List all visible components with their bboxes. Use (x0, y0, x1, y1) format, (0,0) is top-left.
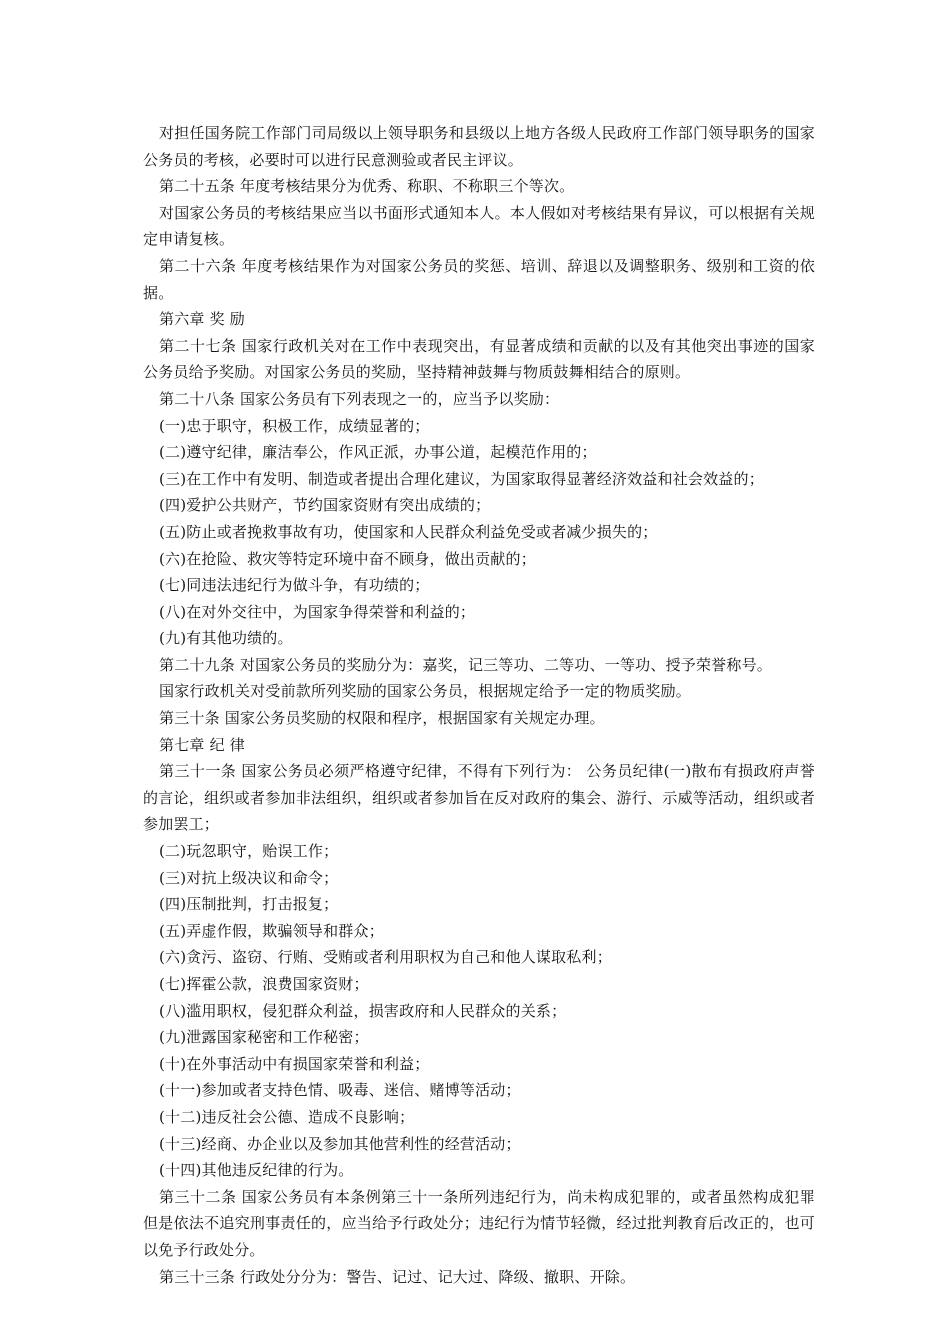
list-item: (十一)参加或者支持色情、吸毒、迷信、赌博等活动； (159, 1081, 521, 1100)
list-item: (三)在工作中有发明、制造或者提出合理化建议，为国家取得显著经济效益和社会效益的； (159, 469, 764, 488)
list-item: (六)贪污、盗窃、行贿、受贿或者利用职权为自己和他人谋取私利； (159, 948, 612, 967)
article-28: 第二十八条 国家公务员有下列表现之一的，应当予以奖励： (159, 389, 560, 408)
list-item: (三)对抗上级决议和命令； (159, 868, 339, 887)
article-32: 第三十二条 国家公务员有本条例第三十一条所列违纪行为，尚未构成犯罪的，或者虽然构成犯罪但是依法不追究刑事责任的，应当给予行政处分；违纪行为情节轻微，经过批判教育后改正的，也可以免予行政处分。 (143, 1187, 815, 1259)
list-item: (一)忠于职守，积极工作，成绩显著的； (159, 416, 430, 435)
document-body (143, 120, 815, 1290)
list-item: (十)在外事活动中有损国家荣誉和利益； (159, 1054, 430, 1073)
paragraph: 对国家公务员的考核结果应当以书面形式通知本人。本人假如对考核结果有异议，可以根据有关规定申请复核。 (143, 203, 815, 249)
article-29: 第二十九条 对国家公务员的奖励分为：嘉奖，记三等功、二等功、一等功、授予荣誉称号。 (159, 655, 772, 674)
list-item: (二)遵守纪律，廉洁奉公，作风正派，办事公道，起模范作用的； (159, 443, 597, 462)
paragraph: 对担任国务院工作部门司局级以上领导职务和县级以上地方各级人民政府工作部门领导职务的国家公务员的考核，必要时可以进行民意测验或者民主评议。 (143, 124, 815, 169)
list-item: (四)压制批判，打击报复； (159, 895, 339, 914)
article-26: 第二十六条 年度考核结果作为对国家公务员的奖惩、培训、辞退以及调整职务、级别和工资的依据。 (143, 256, 815, 302)
list-item: (八)在对外交往中，为国家争得荣誉和利益的； (159, 602, 476, 621)
list-item: (四)爱护公共财产，节约国家资财有突出成绩的； (159, 496, 491, 515)
article-25: 第二十五条 年度考核结果分为优秀、称职、不称职三个等次。 (159, 177, 575, 196)
list-item: (九)泄露国家秘密和工作秘密； (159, 1028, 369, 1047)
chapter-heading-7: 第七章 纪 律 (159, 735, 245, 754)
paragraph: 国家行政机关对受前款所列奖励的国家公务员，根据规定给予一定的物质奖励。 (159, 682, 692, 701)
list-item: (七)挥霍公款，浪费国家资财； (159, 975, 369, 993)
list-item: (二)玩忽职守，贻误工作； (159, 842, 339, 861)
article-27: 第二十七条 国家行政机关对在工作中表现突出，有显著成绩和贡献的以及有其他突出事迹的国家公务员给予奖励。对国家公务员的奖励，坚持精神鼓舞与物质鼓舞相结合的原则。 (143, 336, 815, 382)
chapter-heading-6: 第六章 奖 励 (159, 310, 245, 329)
list-item: (十二)违反社会公德、造成不良影响； (159, 1107, 415, 1126)
list-item: (六)在抢险、救灾等特定环境中奋不顾身，做出贡献的； (159, 549, 536, 568)
list-item: (十四)其他违反纪律的行为。 (159, 1161, 354, 1180)
list-item: (八)滥用职权，侵犯群众利益，损害政府和人民群众的关系； (159, 1001, 567, 1020)
article-31: 第三十一条 国家公务员必须严格遵守纪律，不得有下列行为： 公务员纪律(一)散布有损政府声誉的言论，组织或者参加非法组织，组织或者参加旨在反对政府的集会、游行、示威等活动，组织或者参加罢工； (143, 762, 815, 834)
article-30: 第三十条 国家公务员奖励的权限和程序，根据国家有关规定办理。 (159, 709, 605, 728)
list-item: (九)有其他功绩的。 (159, 629, 293, 648)
article-33: 第三十三条 行政处分分为：警告、记过、记大过、降级、撤职、开除。 (159, 1267, 636, 1286)
list-item: (七)同违法违纪行为做斗争，有功绩的； (159, 576, 430, 595)
list-item: (五)弄虚作假，欺骗领导和群众； (159, 921, 384, 940)
list-item: (五)防止或者挽救事故有功，使国家和人民群众利益免受或者减少损失的； (159, 522, 658, 541)
list-item: (十三)经商、办企业以及参加其他营利性的经营活动； (159, 1134, 521, 1153)
